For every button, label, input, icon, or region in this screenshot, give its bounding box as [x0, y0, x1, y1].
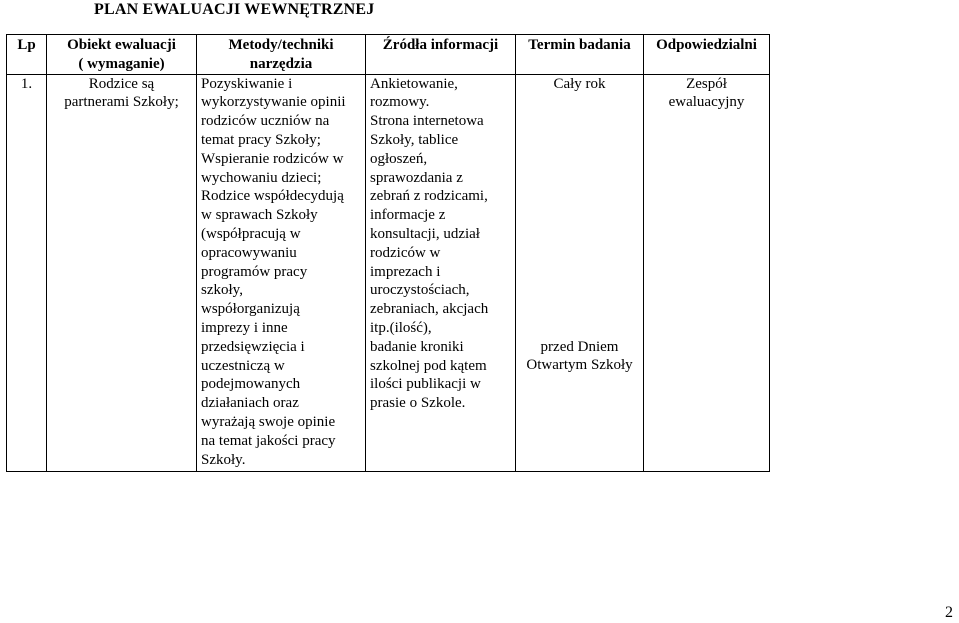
header-lp: Lp [7, 35, 47, 75]
document-title: PLAN EWALUACJI WEWNĘTRZNEJ [94, 1, 375, 18]
header-term: Termin badania [516, 35, 644, 75]
cell-sources: Ankietowanie, rozmowy. Strona internetowa Szkoły, tablice ogłoszeń, sprawozdania z zebrań z rodzicami, informacje z konsultacji, udział rodziców w imprezach i uroczystościach, zebraniach, akcjach itp.(ilość), badanie kroniki szkolnej pod kątem ilości publikacji w prasie o Szkole. [366, 74, 516, 471]
evaluation-plan-table [6, 34, 770, 472]
cell-responsible: Zespół ewaluacyjny [644, 74, 770, 471]
cell-lp: 1. [7, 74, 47, 471]
cell-methods: Pozyskiwanie i wykorzystywanie opinii rodziców uczniów na temat pracy Szkoły; Wspieranie rodziców w wychowaniu dzieci; Rodzice współdecydują w sprawach Szkoły (współpracują w opracowywaniu programów pracy szkoły, współorganizują imprezy i inne przedsięwzięcia i uczestniczą w podejmowanych działaniach oraz wyrażają swoje opinie na temat jakości pracy Szkoły. [197, 74, 366, 471]
term-whole-year: Cały rok [553, 75, 606, 92]
cell-term [516, 74, 644, 471]
table-header-row [7, 35, 770, 75]
header-methods: Metody/techniki narzędzia [197, 35, 366, 75]
header-sources: Źródła informacji [366, 35, 516, 75]
page-number: 2 [945, 604, 953, 621]
header-responsible: Odpowiedzialni [644, 35, 770, 75]
header-object: Obiekt ewaluacji ( wymaganie) [47, 35, 197, 75]
table-row [7, 74, 770, 471]
cell-object: Rodzice są partnerami Szkoły; [47, 74, 197, 471]
term-open-day: przed Dniem Otwartym Szkoły [526, 338, 633, 374]
